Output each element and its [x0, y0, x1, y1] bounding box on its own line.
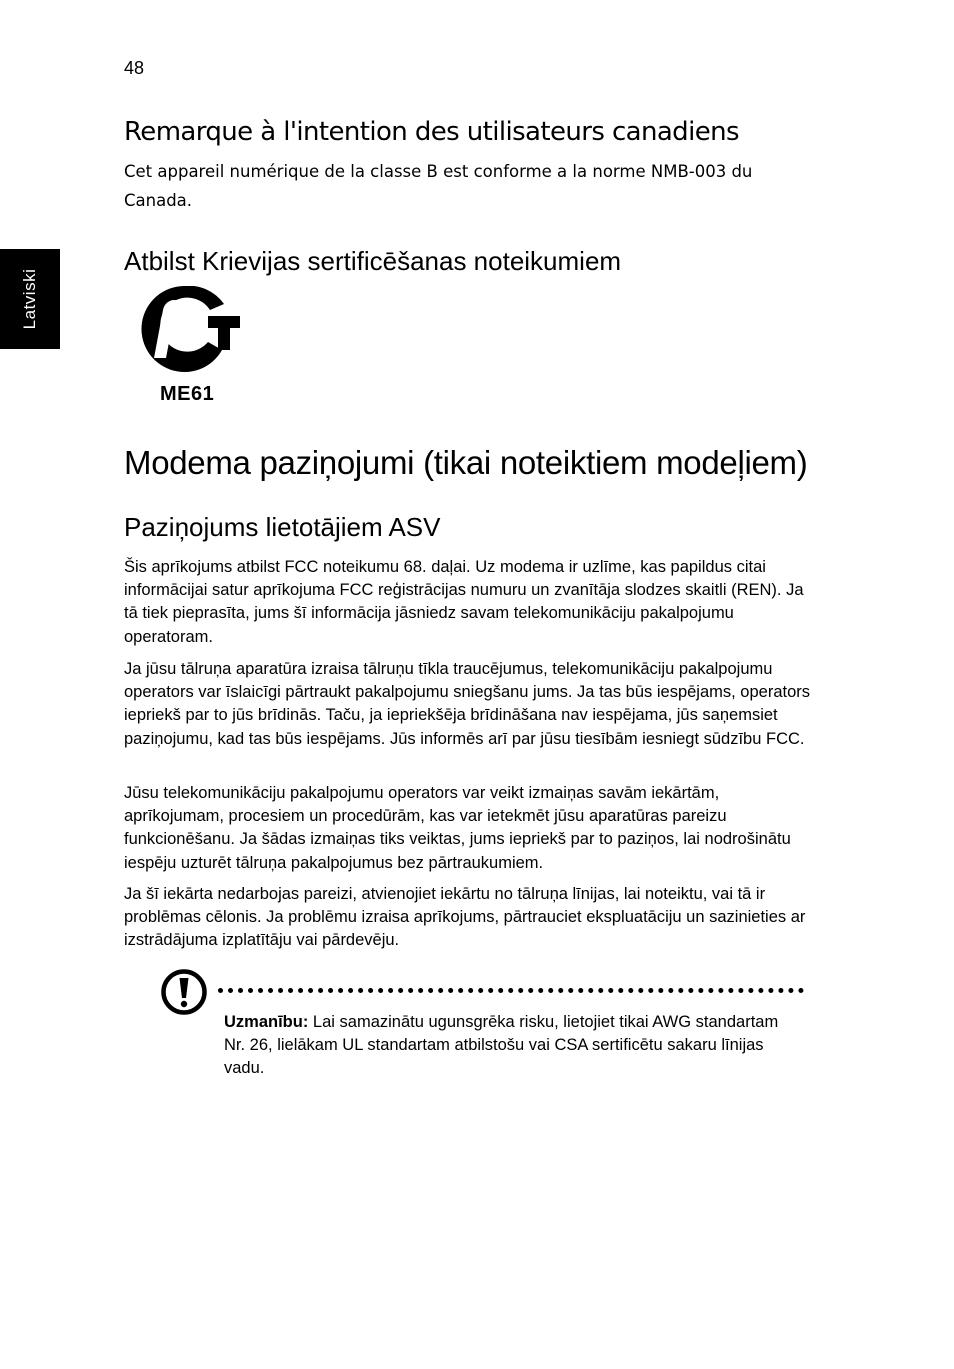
russia-cert-heading: Atbilst Krievijas sertificēšanas noteikumiem: [124, 246, 622, 276]
canada-notice-text: Cet appareil numérique de la classe B est conforme a la norme NMB-003 du Canada.: [124, 162, 753, 210]
modem-notices-heading: Modema paziņojumi (tikai noteiktiem modeļiem): [124, 444, 808, 481]
modem-paragraph-2: Ja jūsu tālruņa aparatūra izraisa tālruņu tīkla traucējumus, telekomunikāciju pakalpojumu operators var īslaicīgi pārtraukt pakalpojumu sniegšanu jums. Ja tas būs iespējams, operators iepriekš par to jūs brīdinās. Taču, ja iepriekšēja brīdināšana nav iespējama, jūs saņemsiet paziņojumu, kad tas būs iespējams. Jūs informēs arī par jūsu tiesībām iesniegt sūdzību FCC.: [124, 660, 811, 748]
caution-divider: [218, 988, 804, 993]
modem-paragraph-4: Ja šī iekārta nedarbojas pareizi, atvienojiet iekārtu no tālruņa līnijas, lai noteiktu, vai tā ir problēmas cēlonis. Ja problēmu izraisa aprīkojums, pārtrauciet ekspluatāciju un sazinieties ar izstrādājuma izplatītāju vai pārdevēju.: [124, 885, 806, 950]
exclamation-circle-icon: [160, 968, 208, 1016]
language-side-tab: [0, 249, 60, 349]
caution-body: Lai samazinātu ugunsgrēka risku, lietojiet tikai AWG standartam Nr. 26, lielākam UL standartam atbilstošu vai CSA sertificētu sakaru līnijas vadu.: [224, 1013, 779, 1078]
side-tab-label: Latviski: [20, 268, 39, 330]
page-number: 48: [124, 58, 145, 78]
us-users-subheading: Paziņojums lietotājiem ASV: [124, 512, 441, 542]
pct-certification-mark-icon: [136, 286, 244, 372]
canada-notice-heading: Remarque à l'intention des utilisateurs canadiens: [124, 117, 739, 147]
caution-note: [224, 1011, 784, 1081]
modem-paragraph-1: Šis aprīkojums atbilst FCC noteikumu 68. daļai. Uz modema ir uzlīme, kas papildus citai informācijai satur aprīkojuma FCC reģistrācijas numuru un zvanītāja slodzes skaitli (REN). Ja tā tiek pieprasīta, jums šī informācija jāsniedz savam telekomunikāciju pakalpojumu operatoram.: [124, 558, 804, 646]
certification-code: ME61: [160, 383, 215, 405]
caution-label: Uzmanību:: [224, 1013, 309, 1031]
modem-paragraph-3: Jūsu telekomunikāciju pakalpojumu operators var veikt izmaiņas savām iekārtām, aprīkojumam, procesiem un procedūrām, kas var ietekmēt jūsu aparatūras pareizu funkcionēšanu. Ja šādas izmaiņas tiks veiktas, jums iepriekš par to paziņos, lai nodrošinātu iespēju uzturēt tālruņa pakalpojumus bez pārtraukumiem.: [124, 784, 791, 872]
